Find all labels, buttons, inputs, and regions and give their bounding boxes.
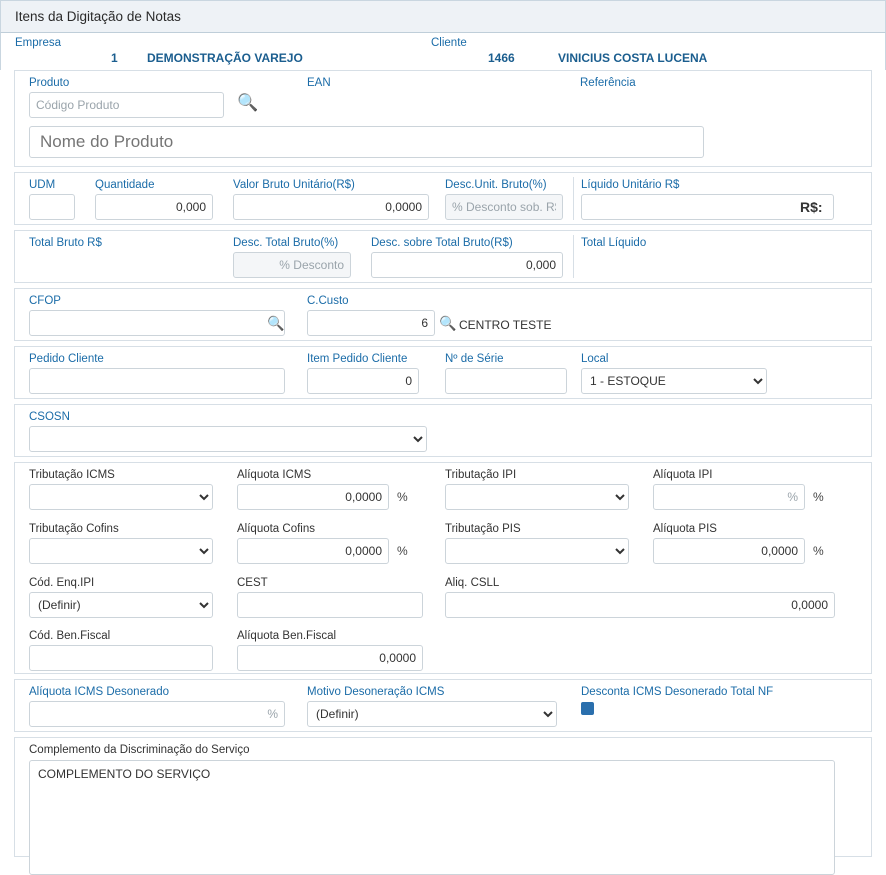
referencia-label: Referência <box>580 77 636 89</box>
tributacao-cofins-select[interactable] <box>29 538 213 564</box>
cfop-input[interactable] <box>29 310 285 336</box>
aliquota-ipi-input[interactable] <box>653 484 805 510</box>
liquido-unitario-input[interactable] <box>581 194 834 220</box>
desc-sobre-total-bruto-input[interactable] <box>371 252 563 278</box>
quantidade-input[interactable] <box>95 194 213 220</box>
motivo-desoneracao-label: Motivo Desoneração ICMS <box>307 686 445 698</box>
csosn-select[interactable] <box>29 426 427 452</box>
total-liquido-label: Total Líquido <box>581 237 647 249</box>
cliente-label: Cliente <box>431 37 467 49</box>
company-customer-header <box>0 33 886 70</box>
desconta-icms-desonerado-checkbox[interactable] <box>581 702 594 715</box>
ccusto-input[interactable] <box>307 310 435 336</box>
valor-bruto-unitario-input[interactable] <box>233 194 429 220</box>
cfop-costcenter-panel <box>14 288 872 341</box>
tributacao-ipi-label: Tributação IPI <box>445 469 517 481</box>
tributacao-icms-select[interactable] <box>29 484 213 510</box>
desconta-icms-desonerado-label: Desconta ICMS Desonerado Total NF <box>581 686 774 698</box>
aliquota-pis-input[interactable] <box>653 538 805 564</box>
search-icon[interactable]: 🔍 <box>237 93 259 112</box>
desc-sobre-total-bruto-label: Desc. sobre Total Bruto(R$) <box>371 237 513 249</box>
desc-unit-bruto-input[interactable] <box>445 194 563 220</box>
totals-panel <box>14 230 872 283</box>
complemento-textarea[interactable] <box>29 760 835 875</box>
cliente-code: 1466 <box>488 51 515 65</box>
aliquota-cofins-suffix: % <box>397 544 408 558</box>
unit-values-panel <box>14 172 872 225</box>
empresa-name: DEMONSTRAÇÃO VAREJO <box>147 51 303 65</box>
cod-enq-ipi-label: Cód. Enq.IPI <box>29 577 95 589</box>
aliquota-icms-suffix: % <box>397 490 408 504</box>
motivo-desoneracao-select[interactable] <box>307 701 557 727</box>
item-pedido-cliente-input[interactable] <box>307 368 419 394</box>
pedido-cliente-label: Pedido Cliente <box>29 353 104 365</box>
quantidade-label: Quantidade <box>95 179 155 191</box>
order-panel <box>14 346 872 399</box>
service-description-panel <box>14 737 872 857</box>
numero-serie-label: Nº de Série <box>445 353 504 365</box>
complemento-label: Complemento da Discriminação do Serviço <box>29 744 250 756</box>
tributacao-icms-label: Tributação ICMS <box>29 469 115 481</box>
cod-ben-fiscal-input[interactable] <box>29 645 213 671</box>
aliquota-icms-desonerado-input[interactable] <box>29 701 285 727</box>
tributacao-cofins-label: Tributação Cofins <box>29 523 119 535</box>
ean-input[interactable] <box>307 92 319 118</box>
aliquota-icms-label: Alíquota ICMS <box>237 469 312 481</box>
pedido-cliente-input[interactable] <box>29 368 285 394</box>
aliquota-cofins-input[interactable] <box>237 538 389 564</box>
liquido-unitario-label: Líquido Unitário R$ <box>581 179 680 191</box>
aliquota-ben-fiscal-input[interactable] <box>237 645 423 671</box>
aliquota-icms-input[interactable] <box>237 484 389 510</box>
cliente-name: VINICIUS COSTA LUCENA <box>558 51 708 65</box>
aliq-csll-input[interactable] <box>445 592 835 618</box>
local-label: Local <box>581 353 609 365</box>
aliq-csll-label: Aliq. CSLL <box>445 577 500 589</box>
csosn-label: CSOSN <box>29 411 70 423</box>
icms-desonerado-panel <box>14 679 872 732</box>
ccusto-description: CENTRO TESTE <box>459 318 552 332</box>
panel-divider <box>573 235 574 278</box>
cest-input[interactable] <box>237 592 423 618</box>
page-title: Itens da Digitação de Notas <box>15 9 181 24</box>
aliquota-ipi-suffix: % <box>813 490 824 504</box>
udm-input[interactable] <box>29 194 75 220</box>
aliquota-ipi-label: Alíquota IPI <box>653 469 713 481</box>
aliquota-ben-fiscal-label: Alíquota Ben.Fiscal <box>237 630 337 642</box>
search-icon[interactable]: 🔍 <box>439 315 457 331</box>
cod-ben-fiscal-label: Cód. Ben.Fiscal <box>29 630 111 642</box>
empresa-label: Empresa <box>15 37 62 49</box>
taxation-panel <box>14 462 872 674</box>
tributacao-ipi-select[interactable] <box>445 484 629 510</box>
produto-code-input[interactable] <box>29 92 224 118</box>
desc-unit-bruto-label: Desc.Unit. Bruto(%) <box>445 179 547 191</box>
tributacao-pis-select[interactable] <box>445 538 629 564</box>
tributacao-pis-label: Tributação PIS <box>445 523 521 535</box>
product-panel <box>14 70 872 167</box>
valor-bruto-unitario-label: Valor Bruto Unitário(R$) <box>233 179 355 191</box>
cest-label: CEST <box>237 577 268 589</box>
numero-serie-input[interactable] <box>445 368 567 394</box>
aliquota-cofins-label: Alíquota Cofins <box>237 523 315 535</box>
item-pedido-cliente-label: Item Pedido Cliente <box>307 353 408 365</box>
aliquota-icms-desonerado-label: Alíquota ICMS Desonerado <box>29 686 169 698</box>
cfop-label: CFOP <box>29 295 61 307</box>
udm-label: UDM <box>29 179 56 191</box>
cod-enq-ipi-select[interactable] <box>29 592 213 618</box>
total-bruto-label: Total Bruto R$ <box>29 237 102 249</box>
local-select[interactable] <box>581 368 767 394</box>
ccusto-label: C.Custo <box>307 295 349 307</box>
ean-label: EAN <box>307 77 331 89</box>
aliquota-pis-suffix: % <box>813 544 824 558</box>
csosn-panel <box>14 404 872 457</box>
empresa-code: 1 <box>111 51 118 65</box>
window-title-bar <box>0 0 886 33</box>
produto-label: Produto <box>29 77 70 89</box>
produto-name-input[interactable] <box>29 126 704 158</box>
liquido-unitario-currency: R$: <box>800 199 823 215</box>
search-icon[interactable]: 🔍 <box>267 315 285 331</box>
aliquota-pis-label: Alíquota PIS <box>653 523 717 535</box>
desc-total-bruto-input[interactable] <box>233 252 351 278</box>
panel-divider <box>573 177 574 220</box>
desc-total-bruto-label: Desc. Total Bruto(%) <box>233 237 339 249</box>
